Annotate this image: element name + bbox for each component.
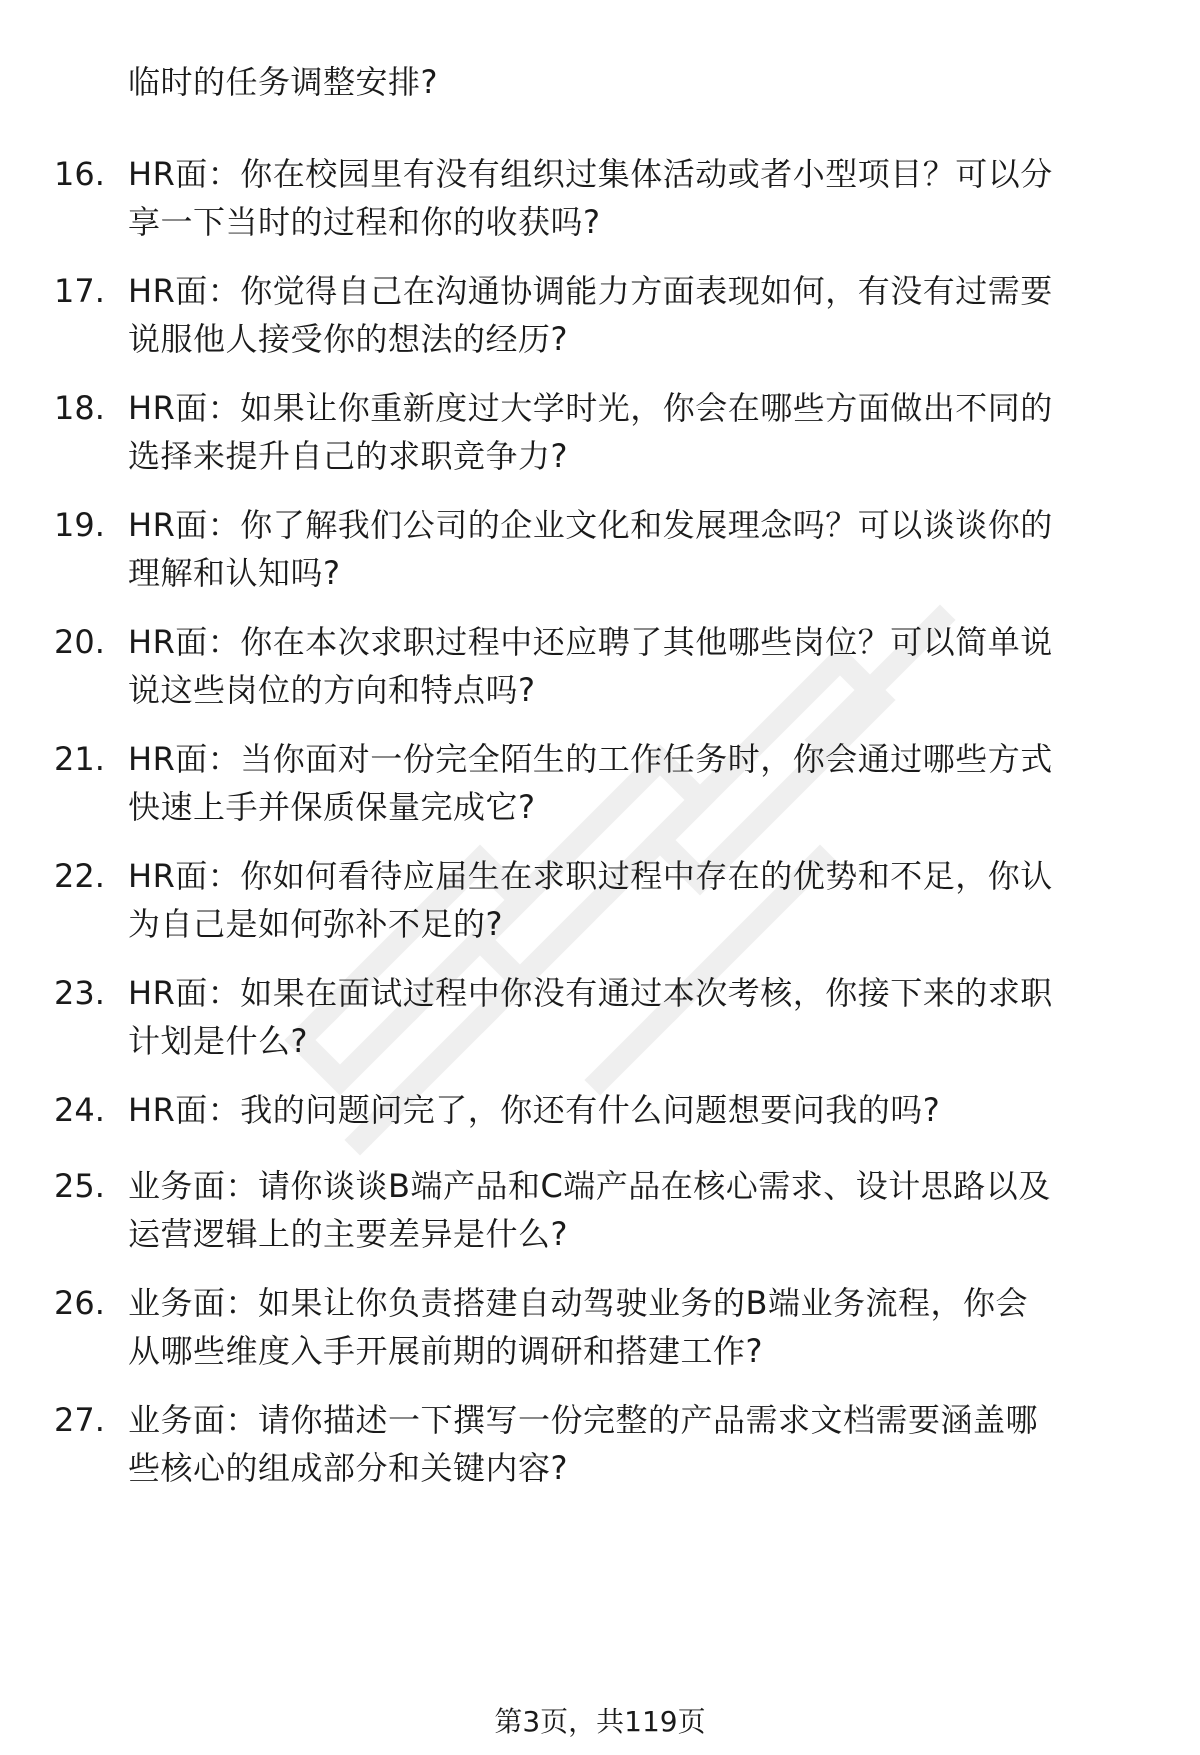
question-number: 21. [54,740,105,778]
question-text-line2: 些核心的组成部分和关键内容? [128,1449,568,1487]
question-number: 27. [54,1401,105,1439]
continued-question-text: 临时的任务调整安排? [128,63,438,101]
question-text-line2: 说服他人接受你的想法的经历? [128,320,568,358]
question-text-line1: HR面：如果在面试过程中你没有通过本次考核，你接下来的求职 [128,974,1053,1012]
question-number: 25. [54,1167,105,1205]
question-number: 24. [54,1091,105,1129]
question-text-line1: HR面：当你面对一份完全陌生的工作任务时，你会通过哪些方式 [128,740,1053,778]
question-text-line2: 快速上手并保质保量完成它? [128,788,536,826]
question-text-line1: HR面：你觉得自己在沟通协调能力方面表现如何，有没有过需要 [128,272,1053,310]
question-text-line1: HR面：你了解我们公司的企业文化和发展理念吗？可以谈谈你的 [128,506,1053,544]
question-text-line2: 从哪些维度入手开展前期的调研和搭建工作? [128,1332,763,1370]
question-number: 17. [54,272,105,310]
question-text-line2: 说这些岗位的方向和特点吗? [128,671,536,709]
question-text-line2: 理解和认知吗? [128,554,341,592]
question-text-line1: 业务面：请你谈谈B端产品和C端产品在核心需求、设计思路以及 [128,1167,1051,1205]
question-text-line1: HR面：如果让你重新度过大学时光，你会在哪些方面做出不同的 [128,389,1053,427]
question-text-line1: HR面：你在本次求职过程中还应聘了其他哪些岗位？可以简单说 [128,623,1053,661]
question-number: 16. [54,155,105,193]
question-text-line1: HR面：我的问题问完了，你还有什么问题想要问我的吗? [128,1091,941,1129]
question-text-line2: 为自己是如何弥补不足的? [128,905,503,943]
question-text-line2: 选择来提升自己的求职竞争力? [128,437,568,475]
page-number-footer: 第3页，共119页 [494,1705,706,1738]
question-text-line2: 计划是什么? [128,1022,308,1060]
question-text-line2: 享一下当时的过程和你的收获吗? [128,203,601,241]
question-number: 22. [54,857,105,895]
question-text-line1: HR面：你在校园里有没有组织过集体活动或者小型项目？可以分 [128,155,1053,193]
question-number: 20. [54,623,105,661]
question-number: 18. [54,389,105,427]
question-text-line2: 运营逻辑上的主要差异是什么? [128,1215,568,1253]
question-text-line1: HR面：你如何看待应届生在求职过程中存在的优势和不足，你认 [128,857,1053,895]
question-text-line1: 业务面：请你描述一下撰写一份完整的产品需求文档需要涵盖哪 [128,1401,1039,1439]
question-text-line1: 业务面：如果让你负责搭建自动驾驶业务的B端业务流程，你会 [128,1284,1028,1322]
question-number: 23. [54,974,105,1012]
question-number: 19. [54,506,105,544]
question-number: 26. [54,1284,105,1322]
